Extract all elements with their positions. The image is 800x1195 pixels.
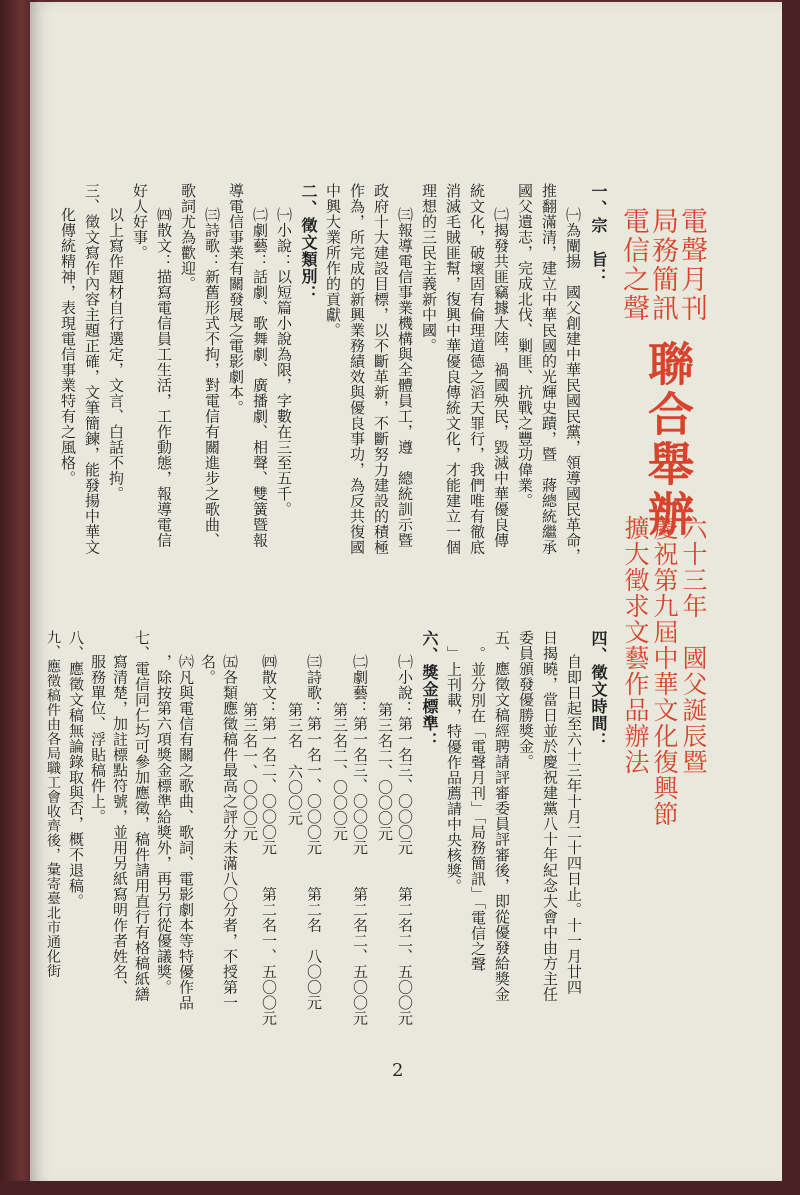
book-cover-bottom: [0, 1181, 800, 1195]
prize-row: 第三名二、〇〇〇元: [376, 702, 394, 842]
text-column: 消滅毛賊匪幫，復興中華優良傳統文化，才能建立一個: [444, 183, 462, 555]
text-column: 好人好事。: [131, 183, 149, 261]
text-column: ㈥凡與電信有關之歌曲、歌詞、電影劇本等特優作品: [177, 654, 195, 1011]
text-column: 五、應徵文稿經聘請評審委員評審後，即從優發給獎金: [493, 630, 511, 1002]
text-column: ㈠為闡揚 國父創建中華民國民黨，領導國民革命，: [564, 207, 582, 564]
page-number: 2: [392, 1060, 404, 1081]
text-column: 。並分別在「電聲月刊」「局務簡訊」「電信之聲: [469, 646, 487, 972]
text-column: ㈡揭發共匪竊據大陸，禍國殃民，毀滅中華優良傳: [492, 207, 510, 548]
text-column: 以上寫作題材自行選定，文言、白話不拘。: [107, 207, 125, 502]
text-column: 理想的三民主義新中國。: [420, 183, 438, 354]
section-three-line-2: 化傳統精神，表現電信事業特有之風格。: [59, 207, 77, 486]
text-column: 委員頒發優勝獎金。: [517, 630, 535, 770]
event-title-line-2: 慶祝第九屆中華文化復興節: [650, 515, 679, 827]
event-title-line-3: 擴大徵求文藝作品辦法: [621, 515, 650, 775]
text-column: 服務單位、浮貼稿件上。: [89, 654, 107, 825]
text-column: 推翻滿清，建立中華民國的光輝史蹟，暨 蔣總統繼承: [540, 183, 558, 555]
text-column: 八、應徵文稿無論錄取與否，概不退稿。: [67, 630, 85, 909]
text-column: 自即日起至六十三年十月二十四日止。十一月廿四: [565, 654, 583, 995]
publisher-3: 電信之聲: [618, 207, 649, 323]
prize-row: ㈡劇藝：第一名三、〇〇〇元 第二名二、五〇〇元: [351, 654, 369, 1026]
text-column: 政府十大建設目標，以不斷革新，不斷努力建設的積極: [372, 183, 390, 555]
prize-row: ㈠小說：第一名三、〇〇〇元 第二名二、五〇〇元: [396, 654, 414, 1026]
text-column: 統文化，破壞固有倫理道德之滔天罪行，我們唯有徹底: [468, 183, 486, 555]
text-column: 國父遺志，完成北伐、剿匪、抗戰之豐功偉業。: [516, 183, 534, 509]
book-cover-right: [782, 0, 800, 1195]
text-column: ㈡劇藝：話劇、歌舞劇、廣播劇、相聲、雙簧暨報: [251, 207, 269, 548]
prize-row: ㈢詩歌：第一名一、〇〇〇元 第二名 八〇〇元: [305, 654, 323, 1011]
text-column: 九、應徵稿件由各局職工會收齊後，彙寄臺北市通化街: [45, 630, 61, 978]
publisher-1: 電聲月刊: [676, 207, 707, 323]
text-column: 作為，所完成的新興業務績效與優良事功，為反共復國: [348, 183, 366, 555]
text-column: 導電信事業有關發展之電影劇本。: [227, 183, 245, 416]
section-categories-heading: 二、徵文類別：: [299, 183, 318, 302]
text-column: 日揭曉，當日並於慶祝建黨八十年紀念大會中由方主任: [541, 630, 559, 1002]
text-column: ㈢詩歌：新舊形式不拘，對電信有關進步之歌曲、: [203, 207, 221, 548]
publisher-2: 局務簡訊: [647, 207, 678, 323]
text-column: 寫清楚，加註標點符號，並用另紙寫明作者姓名、: [111, 654, 129, 995]
text-column: ，除按第六項獎金標準給獎外，再另行從優議獎。: [155, 654, 173, 995]
text-column: ㈣散文：描寫電信員工生活，工作動態，報導電信: [155, 207, 173, 548]
text-column: 歌詞尤為歡迎。: [179, 183, 197, 292]
prize-row: 第三名 六〇〇元: [286, 702, 304, 826]
event-title-line-1: 六十三年 國父誕辰暨: [679, 515, 708, 775]
text-column: 名。: [199, 654, 217, 685]
text-column: ㈤各類應徵稿件最高之評分未滿八〇分者，不授第一: [221, 654, 239, 1011]
text-column: 七、電信同仁均可參加應徵，稿件請用直行有格稿紙繕: [133, 630, 151, 1002]
prize-row: 第三名二、〇〇〇元: [331, 702, 349, 842]
section-three-line-1: 三、徵文寫作內容主題正確，文筆簡鍊，能發揚中華文: [83, 183, 101, 555]
section-time-heading: 四、徵文時間：: [589, 630, 608, 749]
prize-row: 第三名一、〇〇〇元: [241, 702, 259, 842]
prize-row: ㈣散文：第一名二、〇〇〇元 第二名一、五〇〇元: [260, 654, 278, 1026]
text-column: 中興大業所作的貢獻。: [324, 183, 342, 338]
section-prize-heading: 六、獎金標準：: [420, 630, 439, 749]
text-column: ㈢報導電信事業機構與全體員工，遵 總統訓示暨: [396, 207, 414, 548]
text-column: 」上刊載，特優作品薦請中央核獎。: [445, 646, 463, 894]
text-column: ㈠小說：以短篇小說為限，字數在三至五千。: [275, 207, 293, 517]
section-purpose-heading: 一、宗 旨：: [589, 183, 608, 285]
joint-title: 聯合舉辦: [641, 340, 695, 540]
